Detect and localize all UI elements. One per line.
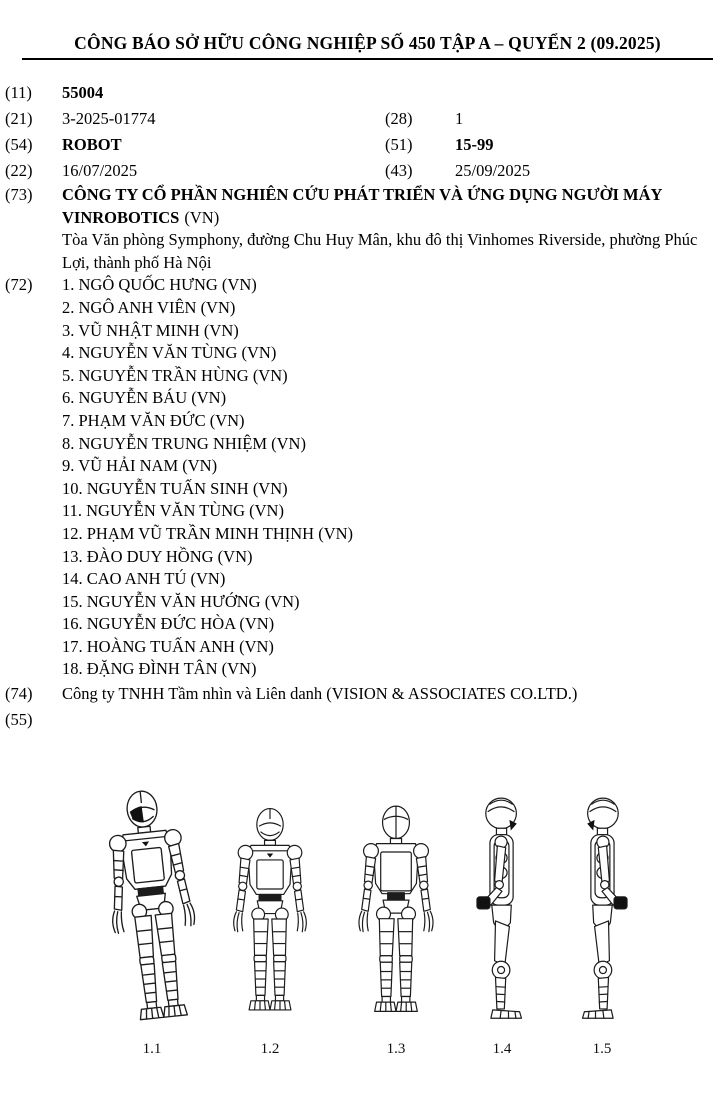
design-count: 1 [455, 109, 464, 128]
design-title: ROBOT [62, 135, 122, 154]
inventor-item: 3. VŨ NHẬT MINH (VN) [62, 320, 239, 340]
field-code-55: (55) [5, 710, 33, 730]
inventor-item: 4. NGUYỄN VĂN TÙNG (VN) [62, 343, 277, 363]
owner-country: (VN) [184, 207, 220, 227]
field-code-21: (21) [5, 109, 33, 128]
figure-label: 1.4 [492, 1041, 512, 1058]
field-code-11: (11) [5, 83, 32, 102]
field-code-22: (22) [5, 161, 33, 180]
registration-number: 55004 [62, 83, 104, 102]
robot-perspective-view-drawing [93, 785, 211, 1023]
design-figure-1-3 [336, 781, 456, 1063]
owner-address: Tòa Văn phòng Symphony, đường Chu Huy Mân, khu đô thị Vinhomes Riverside, phường Phúc Lợi, thành phố Hà Nội [62, 230, 698, 272]
field-code-73: (73) [5, 185, 33, 204]
inventor-item: 17. HOÀNG TUẤN ANH (VN) [62, 636, 274, 656]
figure-label: 1.3 [386, 1041, 406, 1058]
figure-label: 1.2 [260, 1041, 280, 1058]
inventor-item: 2. NGÔ ANH VIÊN (VN) [62, 297, 236, 317]
inventor-item: 7. PHẠM VĂN ĐỨC (VN) [62, 410, 245, 430]
field-row-55 [0, 707, 727, 733]
field-code-54: (54) [5, 135, 33, 154]
gazette-title: CÔNG BÁO SỞ HỮU CÔNG NGHIỆP SỐ 450 TẬP A – QUYỂN 2 (09.2025) [22, 33, 713, 60]
robot-back-view-drawing [342, 801, 450, 1016]
inventor-item: 15. NGUYỄN VĂN HƯỚNG (VN) [62, 591, 300, 611]
inventor-item: 16. NGUYỄN ĐỨC HÒA (VN) [62, 614, 275, 634]
field-row-21-28 [0, 106, 727, 132]
field-code-43: (43) [385, 161, 413, 180]
owner-block [62, 184, 727, 274]
robot-front-view-drawing [220, 803, 320, 1015]
inventor-item: 5. NGUYỄN TRẦN HÙNG (VN) [62, 365, 288, 385]
design-figure-1-5 [552, 781, 652, 1063]
field-row-74 [0, 681, 727, 707]
publication-date: 25/09/2025 [455, 161, 531, 180]
inventor-item: 6. NGUYỄN BÁU (VN) [62, 388, 227, 408]
inventor-item: 10. NGUYỄN TUẤN SINH (VN) [62, 478, 288, 498]
robot-left-side-view-drawing [567, 793, 637, 1021]
design-figure-1-2 [220, 781, 320, 1063]
inventor-item: 18. ĐẶNG ĐÌNH TÂN (VN) [62, 659, 257, 679]
field-row-54-51 [0, 132, 727, 158]
field-row-72 [0, 274, 727, 681]
representative-name: Công ty TNHH Tầm nhìn và Liên danh (VISION & ASSOCIATES CO.LTD.) [62, 684, 578, 704]
figure-label: 1.5 [592, 1041, 612, 1058]
design-figure-1-1 [86, 781, 218, 1063]
owner-name-line [62, 184, 723, 229]
field-code-74: (74) [5, 684, 33, 704]
application-number: 3-2025-01774 [62, 109, 156, 128]
inventor-list [62, 274, 727, 681]
field-code-51: (51) [385, 135, 413, 154]
locarno-class: 15-99 [455, 135, 494, 154]
inventor-item: 13. ĐÀO DUY HỒNG (VN) [62, 546, 253, 566]
design-figure-1-4 [452, 781, 552, 1063]
design-drawings [0, 781, 727, 1063]
inventor-item: 9. VŨ HẢI NAM (VN) [62, 456, 218, 476]
inventor-item: 1. NGÔ QUỐC HƯNG (VN) [62, 275, 257, 295]
bibliographic-fields [0, 80, 727, 733]
inventor-item: 14. CAO ANH TÚ (VN) [62, 569, 226, 589]
inventor-item: 8. NGUYỄN TRUNG NHIỆM (VN) [62, 433, 306, 453]
field-code-72: (72) [5, 275, 33, 295]
field-row-73 [0, 184, 727, 274]
inventor-item: 12. PHẠM VŨ TRẦN MINH THỊNH (VN) [62, 523, 354, 543]
robot-right-side-view-drawing [467, 793, 537, 1021]
inventor-item: 11. NGUYỄN VĂN TÙNG (VN) [62, 501, 284, 521]
figure-label: 1.1 [142, 1041, 162, 1058]
field-row-11 [0, 80, 727, 106]
filing-date: 16/07/2025 [62, 161, 138, 180]
owner-name: CÔNG TY CỔ PHẦN NGHIÊN CỨU PHÁT TRIỂN VÀ ỨNG DỤNG NGƯỜI MÁY VINROBOTICS [62, 185, 662, 227]
field-code-28: (28) [385, 109, 413, 128]
field-row-22-43 [0, 158, 727, 184]
